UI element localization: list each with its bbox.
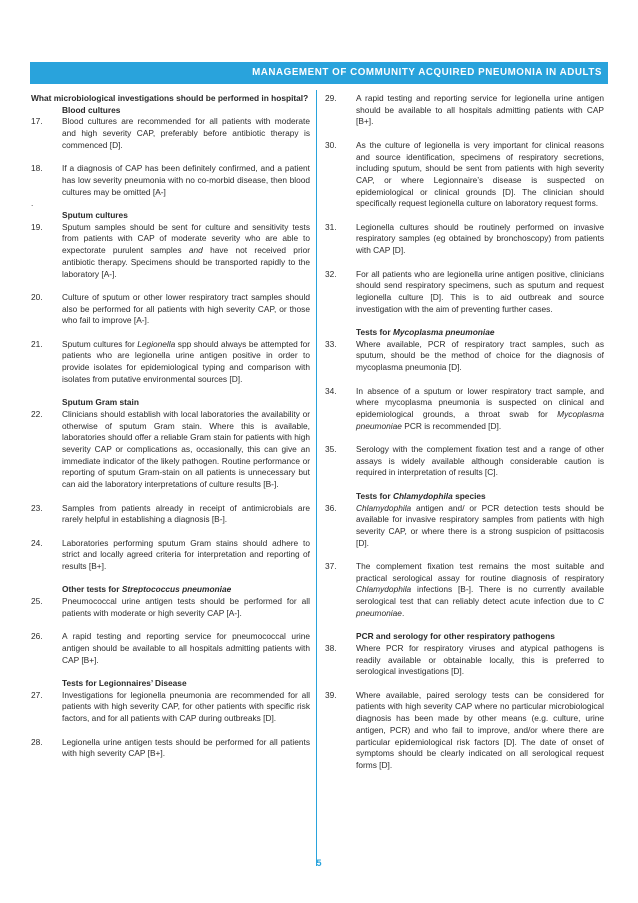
- recommendation-21: [31, 339, 310, 386]
- recommendation-29: [325, 93, 604, 128]
- recommendation-31: [325, 222, 604, 257]
- section-header-title: MANAGEMENT OF COMMUNITY ACQUIRED PNEUMONIA IN ADULTS: [252, 67, 602, 78]
- recommendation-37: [325, 561, 604, 620]
- subheading-mycoplasma-tests: Tests for Mycoplasma pneumoniae: [356, 327, 495, 337]
- subheading-strep-tests: Other tests for Streptococcus pneumoniae: [62, 584, 232, 595]
- subheading-blood-cultures: Blood cultures: [62, 104, 121, 115]
- item-number: 33.: [325, 338, 337, 349]
- item-text: Legionella cultures should be routinely performed on invasive respiratory samples (eg obtained by bronchoscopy) from patients with CAP [D].: [356, 221, 604, 256]
- item-text: Where PCR for respiratory viruses and atypical pathogens is readily available or obtainable locally, this is preferred to serological investigations [D].: [356, 642, 604, 677]
- item-number: 26.: [31, 631, 43, 642]
- stray-dot: .: [31, 198, 34, 209]
- page-number: 5: [316, 858, 322, 868]
- item-number: 22.: [31, 408, 43, 419]
- section-header-banner: [30, 62, 608, 84]
- item-number: 20.: [31, 291, 43, 302]
- item-number: 34.: [325, 385, 337, 396]
- recommendation-18: [31, 163, 310, 198]
- recommendation-35: [325, 444, 604, 479]
- item-number: 24.: [31, 537, 43, 548]
- recommendation-22: [31, 409, 310, 491]
- recommendation-32: [325, 269, 604, 316]
- item-text: Where available, PCR of respiratory tract samples, such as sputum, should be the method of choice for the diagnosis of mycoplasma pneumonia [D].: [356, 338, 604, 373]
- item-number: 19.: [31, 221, 43, 232]
- item-text: Where available, paired serology tests can be considered for patients with high severity CAP where no particular microbiological diagnosis has been made by other means (e.g. culture, urine antigen, PCR) and who fail to improve, and/or where there are particular epidemiological risk factors [D]. The date of onset of symptoms should be clearly indicated on all serological request forms [D].: [356, 689, 604, 770]
- item-number: 38.: [325, 642, 337, 653]
- item-text: Samples from patients already in receipt of antimicrobials are rarely helpful in establishing a diagnosis [B-].: [62, 502, 310, 525]
- item-text: A rapid testing and reporting service for legionella urine antigen should be available to all hospitals admitting patients with CAP [B+].: [356, 93, 604, 127]
- item-number: 23.: [31, 502, 43, 513]
- item-number: 28.: [31, 736, 43, 747]
- item-number: 29.: [325, 93, 337, 103]
- item-text: Blood cultures are recommended for all patients with moderate and high severity CAP, preferably before antibiotic therapy is commenced [D].: [62, 116, 310, 150]
- item-number: 27.: [31, 689, 43, 700]
- subheading-sputum-gram-stain: Sputum Gram stain: [62, 397, 139, 408]
- item-number: 18.: [31, 163, 43, 174]
- subheading-pcr-serology: PCR and serology for other respiratory pathogens: [356, 631, 555, 642]
- recommendation-20: [31, 292, 310, 327]
- item-number: 32.: [325, 268, 337, 279]
- item-text: In absence of a sputum or lower respiratory tract sample, and where mycoplasma pneumonia is suspected on clinical and epidemiological grounds, a throat swab for Mycoplasma pneumoniae PCR is recommended [D].: [356, 385, 604, 431]
- subheading-legionnaires-tests: Tests for Legionnaires’ Disease: [62, 678, 187, 688]
- recommendation-28: [31, 737, 310, 760]
- item-text: Legionella urine antigen tests should be performed for all patients with high severity CAP [B+].: [62, 736, 310, 759]
- subheading-chlamydophila-tests: Tests for Chlamydophila species: [356, 490, 486, 501]
- question-heading: What microbiological investigations should be performed in hospital?: [31, 93, 309, 103]
- recommendation-19: [31, 222, 310, 281]
- item-number: 17.: [31, 116, 43, 127]
- item-number: 39.: [325, 689, 337, 700]
- item-text: Laboratories performing sputum Gram stains should adhere to strict and locally agreed criteria for interpretation and reporting of results [B+].: [62, 537, 310, 572]
- recommendation-30: [325, 140, 604, 210]
- item-number: 30.: [325, 139, 337, 150]
- item-number: 21.: [31, 338, 43, 349]
- item-text: If a diagnosis of CAP has been definitely confirmed, and a patient has low severity pneumonia with no co-morbid disease, then blood cultures may be omitted [A-]: [62, 163, 310, 197]
- item-text: Pneumococcal urine antigen tests should be performed for all patients with moderate or high severity CAP [A-].: [62, 596, 310, 618]
- item-number: 37.: [325, 561, 337, 571]
- item-number: 35.: [325, 444, 337, 454]
- column-divider: [316, 90, 317, 866]
- item-text: The complement fixation test remains the most suitable and practical serological assay for routine diagnosis of respiratory Chlamydophila infections [B-]. There is no currently available serological test that can reliably detect acute infection due to C pneumoniae.: [356, 561, 604, 618]
- item-text: Clinicians should establish with local laboratories the availability or otherwise of sputum Gram stain. Where this is available, laboratories should offer a reliable Gram stain for patients with high severity CAP or complications as, occasionally, this can give an immediate indicator of the likely pathogen. Routine performance or reporting of sputum Gram-stain on all patients is unnecessary but can aid the laboratory interpretations of culture results [B-].: [62, 408, 310, 490]
- recommendation-34: [325, 386, 604, 433]
- recommendation-36: [325, 503, 604, 550]
- item-text: Investigations for legionella pneumonia are recommended for all patients with high severity CAP, for other patients with specific risk factors, and for all patients with CAP during outbreaks [D].: [62, 689, 310, 724]
- item-text: For all patients who are legionella urine antigen positive, clinicians should send respiratory specimens, such as sputum and request legionella culture [D]. This is to aid outbreak and source investigation with the aim of preventing further cases.: [356, 268, 604, 314]
- recommendation-27: [31, 690, 310, 725]
- recommendation-38: [325, 643, 604, 678]
- recommendation-33: [325, 339, 604, 374]
- item-number: 25.: [31, 596, 43, 607]
- item-number: 36.: [325, 502, 337, 513]
- recommendation-23: [31, 503, 310, 526]
- left-column: [31, 93, 310, 760]
- recommendation-24: [31, 538, 310, 573]
- item-text: Serology with the complement fixation test and a range of other assays is widely available although considerable caution is required in interpretation of results [C].: [356, 444, 604, 478]
- subheading-sputum-cultures: Sputum cultures: [62, 210, 128, 220]
- right-column: [325, 93, 604, 772]
- item-text: Sputum cultures for Legionella spp should always be attempted for patients who are legionella urine antigen positive in order to provide isolates for epidemiological typing and comparison with isolates from putative environmental sources [D].: [62, 338, 310, 384]
- item-number: 31.: [325, 221, 337, 232]
- recommendation-26: [31, 631, 310, 666]
- item-text: As the culture of legionella is very important for clinical reasons and source identification, specimens of respiratory secretions, including sputum, should be sent from patients with high severity CAP, or where Legionnaire’s disease is suspected on epidemiological or clinical grounds [D]. The clinician should specifically request legionella culture on laboratory request forms.: [356, 139, 604, 209]
- recommendation-25: [31, 596, 310, 619]
- item-text: Sputum samples should be sent for culture and sensitivity tests from patients with CAP of moderate severity who are able to expectorate purulent samples and have not received prior antibiotic therapy. Specimens should be transported rapidly to the laboratory [A-].: [62, 221, 310, 279]
- item-text: Chlamydophila antigen and/ or PCR detection tests should be available for invasive respiratory samples from patients with high severity CAP, or where there is a strong suspicion of psittacosis [D].: [356, 502, 604, 548]
- item-text: Culture of sputum or other lower respiratory tract samples should also be performed for all patients with high severity CAP, or those who fail to improve [A-].: [62, 291, 310, 326]
- recommendation-39: [325, 690, 604, 772]
- recommendation-17: [31, 116, 310, 151]
- item-text: A rapid testing and reporting service for pneumococcal urine antigen should be available to all hospitals admitting patients with CAP [B+].: [62, 631, 310, 665]
